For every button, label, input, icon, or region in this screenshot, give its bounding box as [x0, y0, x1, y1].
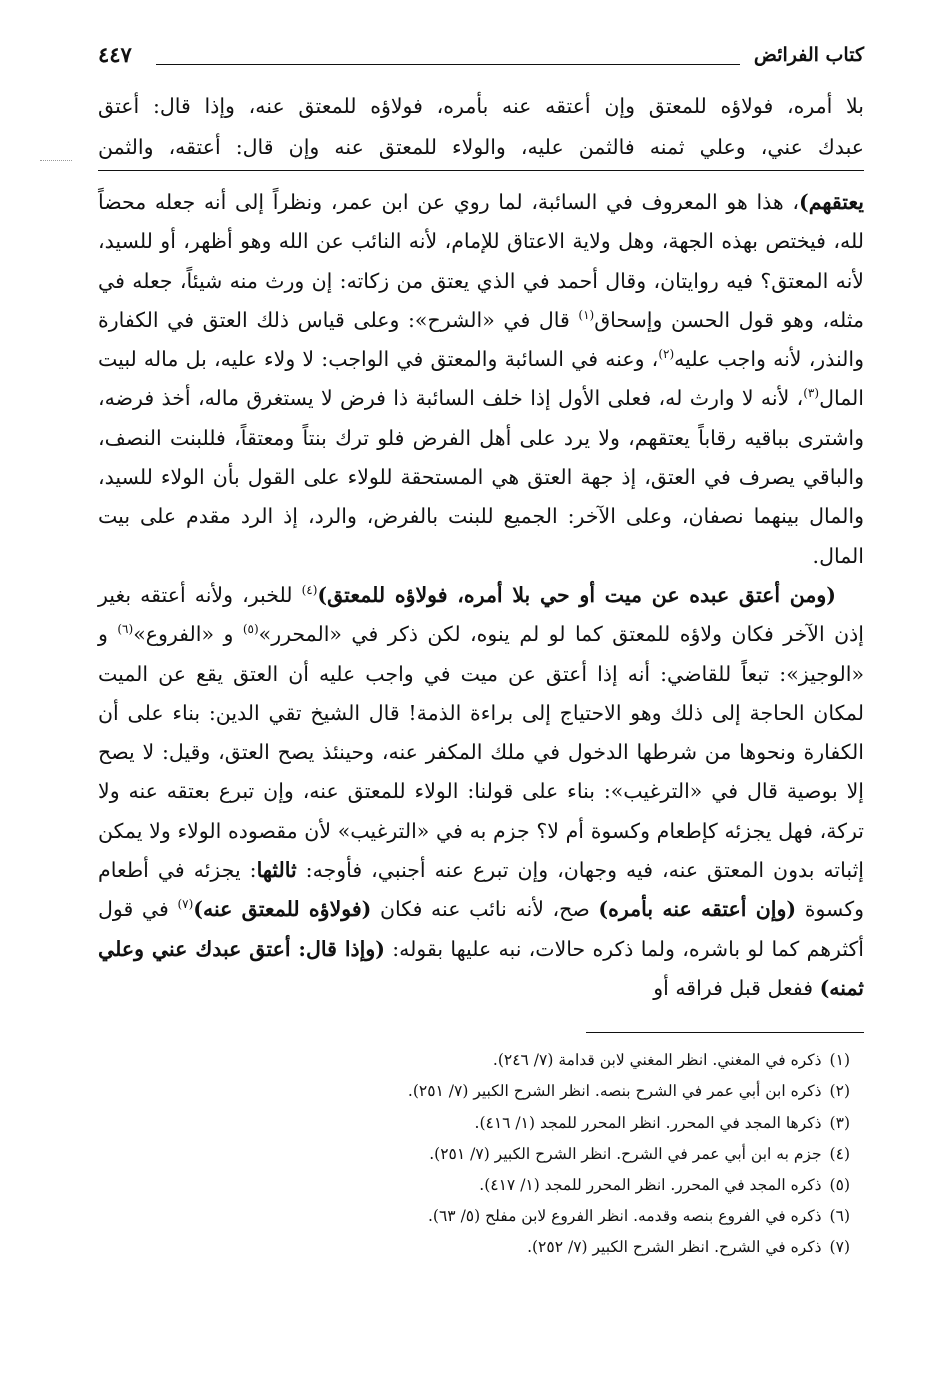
footnote	[98, 1045, 850, 1076]
footnote-text: ذكره في الشرح. انظر الشرح الكبير (٧/ ٢٥٢).	[527, 1238, 822, 1257]
commentary-text	[98, 183, 864, 1008]
footnote-text: ذكره ابن أبي عمر في الشرح بنصه. انظر الشرح الكبير (٧/ ٢٥١).	[407, 1082, 822, 1101]
footnote-number: (٣)	[829, 1113, 850, 1132]
page-number: ٤٤٧	[98, 42, 132, 67]
bold-quote: (ومن أعتق عبده عن ميت أو حي بلا أمره، فولاؤه للمعتق)	[317, 582, 836, 607]
header-rule	[156, 64, 740, 65]
footnote-ref: (٧)	[177, 897, 194, 912]
matn-divider	[98, 170, 864, 171]
bold-quote: (وإذا قال: أعتق عبدك عني وعلي ثمنه)	[98, 936, 864, 1000]
footnote	[98, 1108, 850, 1139]
footnote-number: (٢)	[829, 1082, 850, 1101]
footnote-number: (١)	[829, 1051, 850, 1070]
footnote-ref: (٥)	[242, 622, 259, 637]
bold-quote: ثالثها	[256, 858, 297, 883]
bold-quote: (فولاؤه للمعتق عنه)	[193, 897, 372, 922]
footnote-number: (٥)	[829, 1176, 850, 1195]
footnote	[98, 1139, 850, 1170]
footnote	[98, 1170, 850, 1201]
bold-quote: يعتقهم)	[799, 190, 864, 214]
matn-line: بلا أمره، فولاؤه للمعتق وإن أعتقه عنه بأمره، فولاؤه للمعتق عنه، وإذا قال: أعتق	[98, 94, 864, 118]
footnote-ref: (٣)	[803, 386, 820, 401]
footnote	[98, 1201, 850, 1232]
chapter-title: كتاب الفرائض	[753, 44, 864, 66]
matn-line: عبدك عني، وعلي ثمنه فالثمن عليه، والولاء للمعتق عنه وإن قال: أعتقه، والثمن	[98, 135, 864, 159]
footnotes	[98, 1045, 864, 1263]
footnote	[98, 1076, 850, 1107]
footnote-ref: (٦)	[117, 622, 134, 637]
footnote-number: (٤)	[829, 1144, 850, 1163]
footnote-text: ذكرها المجد في المحرر. انظر المحرر للمجد (١/ ٤١٦).	[474, 1113, 822, 1132]
footnote-ref: (٢)	[658, 347, 675, 362]
footnote-ref: (٤)	[301, 583, 318, 598]
running-header	[98, 38, 864, 74]
bold-quote: (وإن أعتقه عنه بأمره)	[598, 897, 797, 922]
footnote-number: (٦)	[829, 1207, 850, 1226]
margin-mark	[40, 160, 72, 161]
footnote-rule	[586, 1032, 864, 1033]
matn-text	[98, 86, 864, 168]
footnote-text: ذكره في الفروع بنصه وقدمه. انظر الفروع لابن مفلح (٥/ ٦٣).	[428, 1207, 822, 1226]
commentary-paragraph: يعتقهم)، هذا هو المعروف في السائبة، لما روي عن ابن عمر، ونظراً إلى أنه جعله محضاً لله، فيختص بهذه الجهة، وهل ولاية الاعتاق للإمام، لأنه النائب عن الله وهو أظهر، أو للسيد، لأنه المعتق؟ فيه روايتان، وقال أحمد في الذي يعتق من زكاته: إن ورث منه شيئاً، جعله في مثله، وهو قول الحسن وإسحاق$^{(١)}$ قال في «الشرح»: وعلى قياس ذلك العتق في الكفارة والنذر، لأنه واجب عليه$^{(٢)}$، وعنه في السائبة والمعتق في الواجب: لا ولاء عليه، بل ماله لبيت المال$^{(٣)}$، لأنه لا وارث له، فعلى الأول إذا خلف السائبة ذا فرض لا يستغرق ماله، أخذ فرضه، واشترى بباقيه رقاباً يعتقهم، ولا يرد على أهل الفرض فلو ترك بنتاً ومعتقاً، فللبنت النصف، والباقي يصرف في العتق، إذ جهة العتق هي المستحقة للولاء على القول بأن الولاء للسيد، والمال بينهما نصفان، وعلى الآخر: الجميع للبنت بالفرض، والرد، إذ الرد مقدم على بيت المال.	[98, 190, 864, 568]
footnote	[98, 1232, 850, 1263]
footnote-number: (٧)	[829, 1238, 850, 1257]
footnote-text: ذكره في المغني. انظر المغني لابن قدامة (٧/ ٢٤٦).	[492, 1051, 822, 1070]
footnote-text: ذكره المجد في المحرر. انظر المحرر للمجد (١/ ٤١٧).	[479, 1176, 822, 1195]
book-page	[98, 38, 864, 1264]
footnote-text: جزم به ابن أبي عمر في الشرح. انظر الشرح الكبير (٧/ ٢٥١).	[429, 1144, 822, 1163]
commentary-paragraph: (ومن أعتق عبده عن ميت أو حي بلا أمره، فولاؤه للمعتق)$^{(٤)}$ للخبر، ولأنه أعتقه بغير إذن الآخر فكان ولاؤه للمعتق كما لو لم ينوه، لكن ذكر في «المحرر»$^{(٥)}$ و «الفروع»$^{(٦)}$ و «الوجيز»: تبعاً للقاضي: أنه إذا أعتق عن ميت في واجب عليه أن العتق يقع عن الميت لمكان الحاجة إلى ذلك وهو الاحتياج إلى براءة الذمة! قال الشيخ تقي الدين: بناء على أن الكفارة ونحوها من شرطها الدخول في ملك المكفر عنه، وحينئذ يصح العتق، وقيل: لا يصح إلا بوصية قال في «الترغيب»: بناء على قولنا: الولاء للمعتق عنه، وإن تبرع بعتقه عنه ولا تركة، فهل يجزئه كإطعام وكسوة أم لا؟ جزم به في «الترغيب» لأن مقصوده الولاء ولا يمكن إثباته بدون المعتق عنه، فيه وجهان، وإن تبرع عنه أجنبي، فأوجه: ثالثها: يجزئه في أطعام وكسوة (وإن أعتقه عنه بأمره) صح، لأنه نائب عنه فكان (فولاؤه للمعتق عنه)$^{(٧)}$ في قول أكثرهم كما لو باشره، ولما ذكره حالات، نبه عليها بقوله: (وإذا قال: أعتق عبدك عني وعلي ثمنه) ففعل قبل فراقه أو	[98, 582, 864, 1000]
footnote-ref: (١)	[578, 308, 595, 323]
